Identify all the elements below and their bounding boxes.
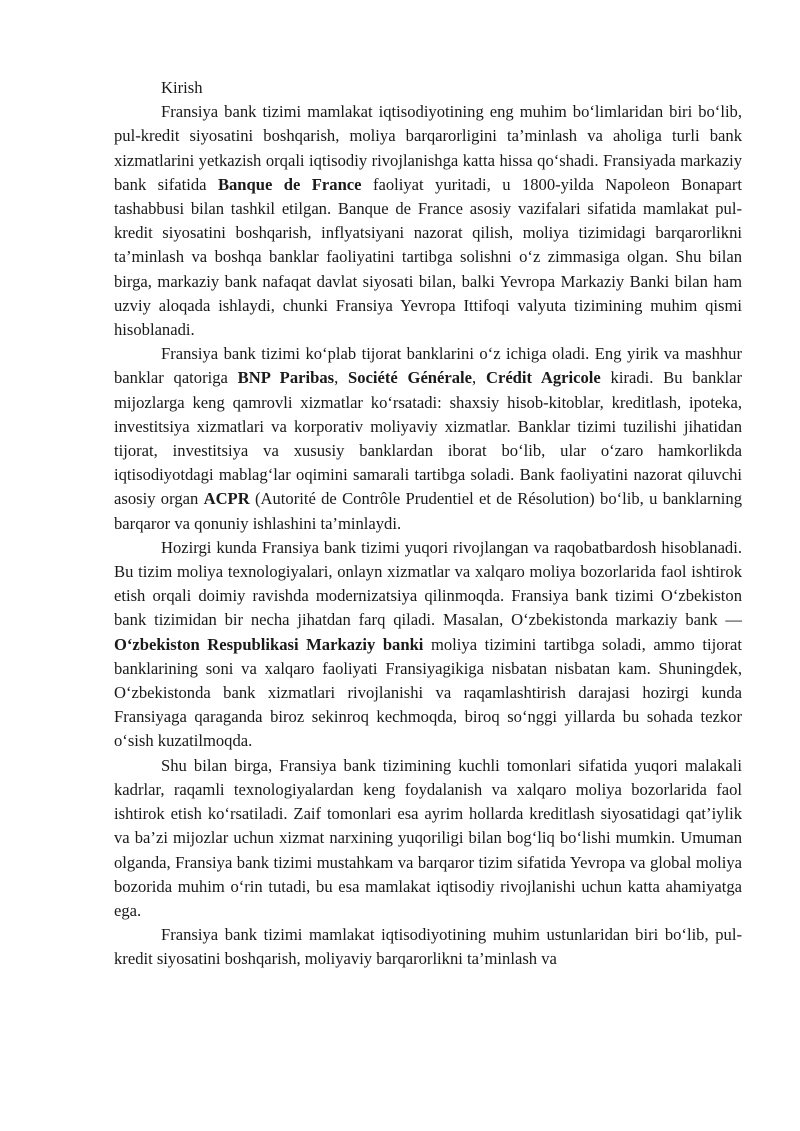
- paragraph-3: [114, 536, 742, 754]
- paragraph-2-bold-bnp-paribas: BNP Paribas: [237, 368, 335, 388]
- paragraph-3-text-a: Hozirgi kunda Fransiya bank tizimi yuqori rivojlangan va raqobatbardosh hisoblanadi. Bu tizim moliya texnologiyalari, onlayn xizmatlar va xalqaro moliya bozorlarida faol ishtirok etish orqali doimiy ravishda modernizatsiya qilinmoqda. Fransiya bank tizimi O‘zbekiston bank tizimidan bir necha jihatdan farq qiladi. Masalan, O‘zbekistonda markaziy bank —: [114, 537, 742, 630]
- paragraph-5: Fransiya bank tizimi mamlakat iqtisodiyotining muhim ustunlaridan biri bo‘lib, pul-kredit siyosatini boshqarish, moliyaviy barqarorlikni ta’minlash va: [114, 925, 742, 969]
- paragraph-2-text-a: Fransiya bank tizimi ko‘plab tijorat banklarini o‘z ichiga oladi. Eng yirik va mashhur banklar qatoriga: [114, 344, 742, 388]
- paragraph-4: Shu bilan birga, Fransiya bank tizimining kuchli tomonlari sifatida yuqori malakali kadrlar, raqamli texnologiyalardan keng foydalanish va xalqaro moliya bozorlarida faol ishtirok etish ko‘rsatiladi. Zaif tomonlari esa ayrim hollarda kreditlash siyosatidagi qat’iylik va ba’zi mijozlar uchun xizmat narxining yuqoriligi bilan bog‘liq bo‘lishi mumkin. Umuman olganda, Fransiya bank tizimi mustahkam va barqaror tizim sifatida Yevropa va global moliya bozorida muhim o‘rin tutadi, bu esa mamlakat iqtisodiy rivojlanishi uchun katta ahamiyatga ega.: [114, 755, 742, 920]
- section-heading: Kirish: [161, 78, 203, 97]
- paragraph-1-bold-banque-de-france: Banque de France: [217, 174, 362, 194]
- paragraph-2-bold-acpr: ACPR: [203, 489, 250, 509]
- paragraph-2-text-d: (Autorité de Contrôle Prudentiel et de Résolution) bo‘lib, u banklarning barqaror va qonuniy ishlashini ta’minlaydi.: [114, 489, 742, 533]
- document-page: [114, 76, 742, 972]
- paragraph-2: [114, 342, 742, 536]
- paragraph-2-separator-1: ,: [334, 368, 349, 388]
- paragraph-3-text-c: moliya tizimini tartibga soladi, ammo tijorat banklarining soni va xalqaro faoliyati Fransiyagikiga nisbatan nisbatan kam. Shuningdek, O‘zbekistonda bank xizmatlari rivojlanishi va raqamlashtirish darajasi hozirgi kunda Fransiyaga qaraganda biroz sekinroq kechmoqda, biroq so‘nggi yillarda bu sohada tezkor o‘sish kuzatilmoqda.: [114, 634, 742, 751]
- paragraph-2-bold-societe-generale: Société Générale: [348, 368, 473, 388]
- paragraph-2-separator-2: ,: [472, 368, 486, 388]
- paragraph-2-text-c: kiradi. Bu banklar mijozlarga keng qamrovli xizmatlar ko‘rsatadi: shaxsiy hisob-kitoblar, kreditlash, ipoteka, investitsiya xizmatlari va korporativ moliyaviy xizmatlar. Banklar tizimi tuzilishi jihatidan tijorat, investitsiya va xususiy banklardan iborat bo‘lib, ular o‘zaro hamkorlikda iqtisodiyotdagi mablag‘lar oqimini samarali tartibga soladi. Bank faoliyatini nazorat qiluvchi asosiy organ: [114, 368, 743, 509]
- paragraph-1-text-c: faoliyat yuritadi, u 1800-yilda Napoleon Bonapart tashabbusi bilan tashkil etilgan. Banque de France asosiy vazifalari sifatida mamlakat pul-kredit siyosatini boshqarish, inflyatsiyani nazorat qilish, moliya tizimidagi barqarorlikni ta’minlash va boshqa banklar faoliyatini tartibga solishni o‘z zimmasiga olgan. Shu bilan birga, markaziy bank nafaqat davlat siyosati bilan, balki Yevropa Markaziy Banki bilan ham uzviy aloqada ishlaydi, chunki Fransiya Yevropa Ittifoqi valyuta tizimining muhim qismi hisoblanadi.: [114, 174, 742, 340]
- paragraph-1-text-a: Fransiya bank tizimi mamlakat iqtisodiyotining eng muhim bo‘limlaridan biri bo‘lib, pul-kredit siyosatini boshqarish, moliya barqarorligini ta’minlash va aholiga turli bank xizmatlarini yetkazish orqali iqtisodiy rivojlanishga katta hissa qo‘shadi. Fransiyada markaziy bank sifatida: [114, 102, 742, 194]
- paragraph-1: [114, 100, 742, 342]
- paragraph-2-bold-credit-agricole: Crédit Agricole: [485, 368, 601, 388]
- paragraph-3-bold-markaziy-bank: O‘zbekiston Respublikasi Markaziy banki: [114, 634, 424, 654]
